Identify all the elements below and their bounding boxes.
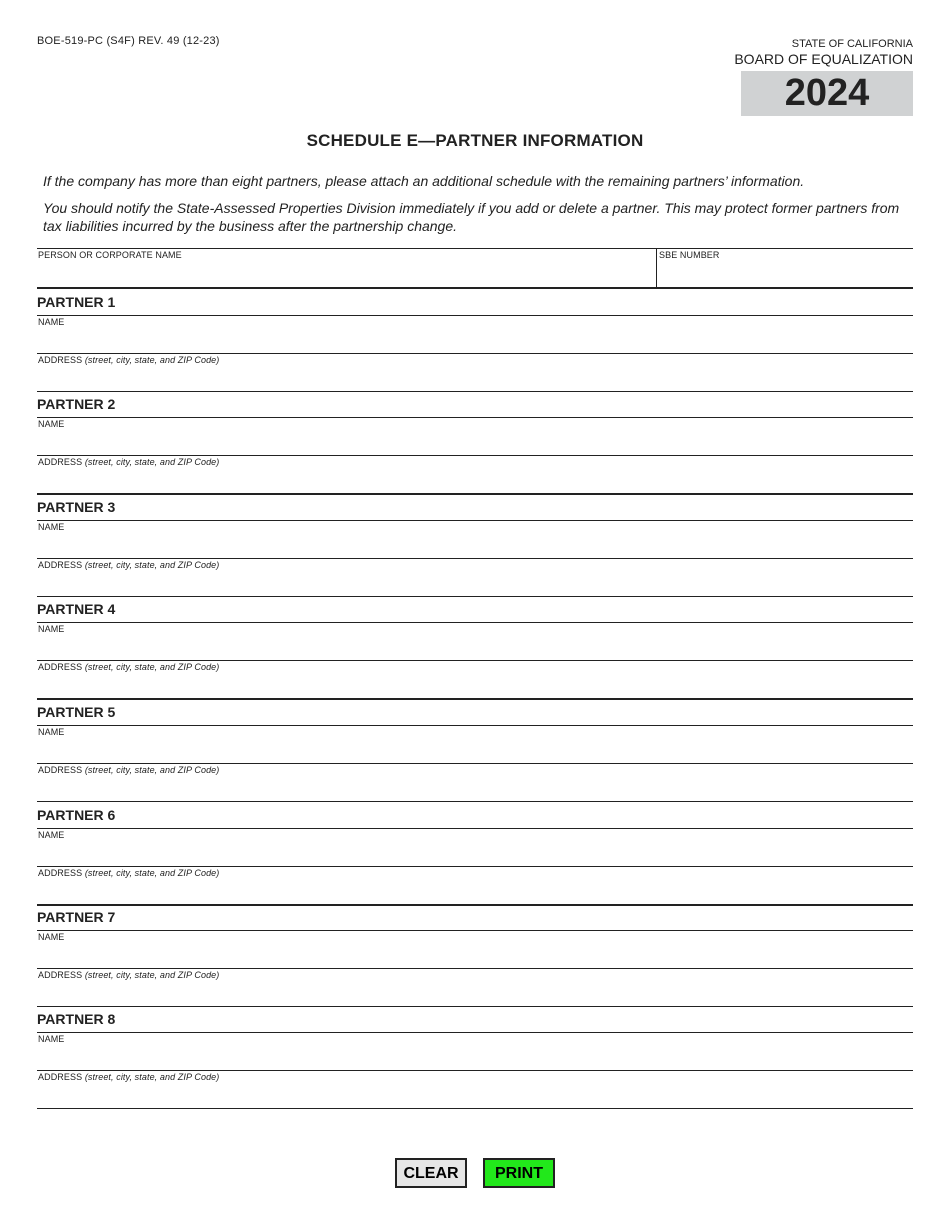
- address-label: ADDRESS (street, city, state, and ZIP Code): [38, 457, 220, 467]
- year-badge: 2024: [741, 71, 913, 116]
- partner-5-address-input[interactable]: [39, 779, 911, 799]
- name-label: NAME: [38, 1034, 65, 1044]
- partner-address-row: [37, 456, 913, 495]
- partner-title: PARTNER 2: [37, 389, 913, 418]
- partner-5-name-input[interactable]: [39, 741, 911, 761]
- partner-name-row: [37, 1033, 913, 1071]
- corporate-name-label: PERSON OR CORPORATE NAME: [38, 250, 182, 260]
- name-label: NAME: [38, 522, 65, 532]
- partner-6-name-input[interactable]: [39, 844, 911, 864]
- partner-section-1: [37, 287, 913, 392]
- partner-title: PARTNER 1: [37, 287, 913, 316]
- partner-title: PARTNER 8: [37, 1004, 913, 1033]
- partner-address-row: [37, 1071, 913, 1109]
- partner-section-8: [37, 1004, 913, 1109]
- partner-title: PARTNER 5: [37, 697, 913, 726]
- address-label: ADDRESS (street, city, state, and ZIP Code): [38, 662, 220, 672]
- address-label: ADDRESS (street, city, state, and ZIP Code): [38, 970, 220, 980]
- company-identification-row: [37, 248, 913, 289]
- partner-name-row: [37, 316, 913, 354]
- print-button[interactable]: PRINT: [483, 1158, 555, 1188]
- partner-7-address-input[interactable]: [39, 984, 911, 1004]
- sbe-number-input[interactable]: [659, 265, 911, 285]
- partner-section-6: [37, 800, 913, 906]
- partner-3-address-input[interactable]: [39, 574, 911, 594]
- address-label: ADDRESS (street, city, state, and ZIP Code): [38, 1072, 220, 1082]
- partner-1-name-input[interactable]: [39, 331, 911, 351]
- address-label: ADDRESS (street, city, state, and ZIP Code): [38, 765, 220, 775]
- instruction-note-2: You should notify the State-Assessed Properties Division immediately if you add or delete a partner. This may protect former partners from tax liabilities incurred by the business after the partnership change.: [43, 200, 900, 234]
- partner-title: PARTNER 7: [37, 902, 913, 931]
- corporate-name-input[interactable]: [39, 265, 654, 285]
- state-name: STATE OF CALIFORNIA: [791, 38, 913, 50]
- partner-8-address-input[interactable]: [39, 1086, 911, 1106]
- partner-section-3: [37, 492, 913, 597]
- partner-address-row: [37, 764, 913, 802]
- name-label: NAME: [38, 727, 65, 737]
- name-label: NAME: [38, 830, 65, 840]
- partner-name-row: [37, 726, 913, 764]
- name-label: NAME: [38, 419, 65, 429]
- partner-1-address-input[interactable]: [39, 369, 911, 389]
- partner-name-row: [37, 418, 913, 456]
- sbe-number-cell: [657, 249, 913, 287]
- partner-section-4: [37, 594, 913, 700]
- agency-block: [734, 38, 913, 67]
- partner-2-name-input[interactable]: [39, 433, 911, 453]
- partner-2-address-input[interactable]: [39, 471, 911, 491]
- name-label: NAME: [38, 932, 65, 942]
- partner-title: PARTNER 3: [37, 492, 913, 521]
- partner-section-7: [37, 902, 913, 1007]
- partner-section-2: [37, 389, 913, 495]
- partner-address-row: [37, 867, 913, 906]
- name-label: NAME: [38, 317, 65, 327]
- partner-address-row: [37, 661, 913, 700]
- partner-4-address-input[interactable]: [39, 676, 911, 696]
- partner-title: PARTNER 6: [37, 800, 913, 829]
- partner-8-name-input[interactable]: [39, 1048, 911, 1068]
- page-title: SCHEDULE E—PARTNER INFORMATION: [306, 131, 644, 150]
- partner-name-row: [37, 931, 913, 969]
- address-label: ADDRESS (street, city, state, and ZIP Code): [38, 355, 220, 365]
- instruction-note-1: If the company has more than eight partners, please attach an additional schedule with the remaining partners’ information.: [43, 173, 805, 189]
- partner-4-name-input[interactable]: [39, 638, 911, 658]
- partner-address-row: [37, 354, 913, 392]
- partner-7-name-input[interactable]: [39, 946, 911, 966]
- partner-6-address-input[interactable]: [39, 882, 911, 902]
- partner-address-row: [37, 969, 913, 1007]
- partner-name-row: [37, 521, 913, 559]
- partner-title: PARTNER 4: [37, 594, 913, 623]
- address-label: ADDRESS (street, city, state, and ZIP Code): [38, 560, 220, 570]
- partner-address-row: [37, 559, 913, 597]
- partner-name-row: [37, 623, 913, 661]
- name-label: NAME: [38, 624, 65, 634]
- clear-button[interactable]: CLEAR: [395, 1158, 467, 1188]
- form-id: BOE-519-PC (S4F) REV. 49 (12-23): [37, 35, 220, 47]
- sbe-number-label: SBE NUMBER: [659, 250, 720, 260]
- corporate-name-cell: [37, 249, 657, 287]
- address-label: ADDRESS (street, city, state, and ZIP Code): [38, 868, 220, 878]
- partner-3-name-input[interactable]: [39, 536, 911, 556]
- partner-section-5: [37, 697, 913, 802]
- partner-name-row: [37, 829, 913, 867]
- board-name: BOARD OF EQUALIZATION: [734, 51, 913, 67]
